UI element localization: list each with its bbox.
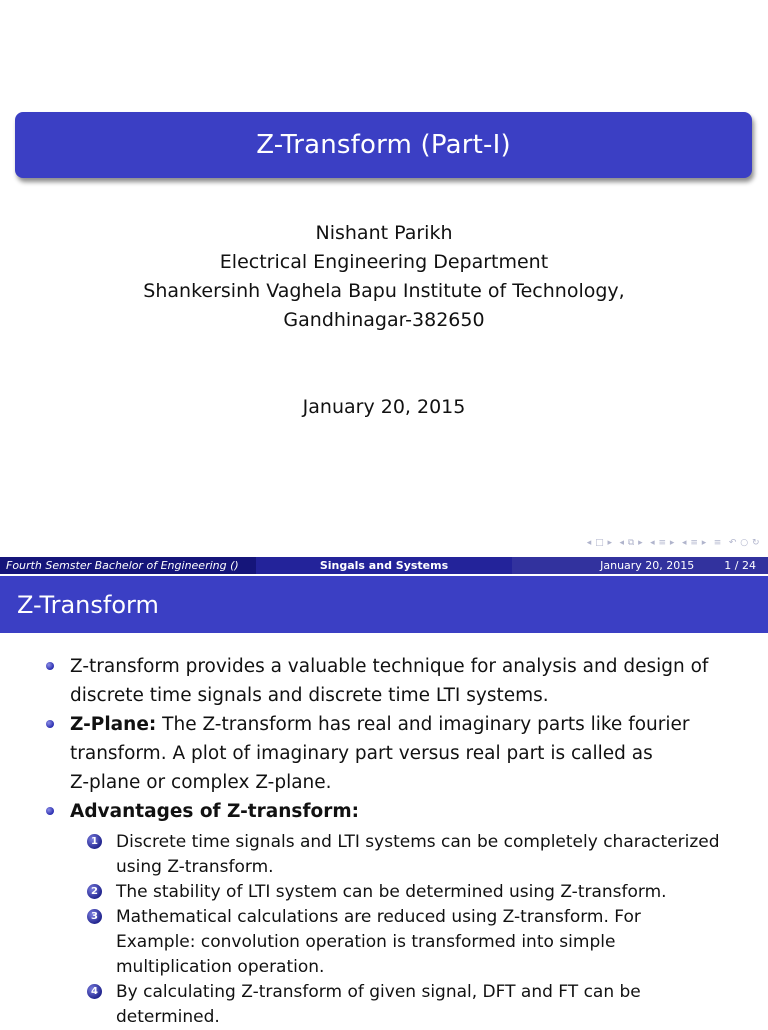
footer-course: Fourth Semster Bachelor of Engineering () bbox=[0, 557, 256, 574]
beamer-navigation bbox=[587, 538, 760, 548]
nav-search-icon[interactable]: ↶ ○ ↻ bbox=[728, 538, 760, 548]
department: Electrical Engineering Department bbox=[219, 251, 549, 273]
nav-frame-icon[interactable]: ◂ □ ▸ bbox=[586, 538, 613, 548]
slide-footer bbox=[0, 557, 768, 574]
author-name: Nishant Parikh bbox=[315, 222, 453, 244]
item-line: The stability of LTI system can be determined using Z-transform. bbox=[116, 882, 667, 902]
numbered-item bbox=[0, 980, 768, 1030]
number-badge: 2 bbox=[87, 884, 102, 899]
item-line: Example: convolution operation is transformed into simple bbox=[116, 932, 616, 952]
bullet-item bbox=[0, 652, 768, 710]
footer-date: January 20, 2015 bbox=[600, 559, 695, 572]
number-badge: 1 bbox=[87, 834, 102, 849]
bullet-icon bbox=[46, 807, 54, 815]
item-line: Discrete time signals and LTI systems can be completely characterized bbox=[116, 832, 720, 852]
bullet-line: Z-transform provides a valuable technique for analysis and design of bbox=[70, 656, 709, 677]
bullet-item bbox=[0, 710, 768, 797]
item-line: multiplication operation. bbox=[116, 957, 325, 977]
bullet-line: Z-plane or complex Z-plane. bbox=[70, 772, 332, 793]
bullet-line: discrete time signals and discrete time LTI systems. bbox=[70, 685, 549, 706]
bullet-icon bbox=[46, 662, 54, 670]
institute: Shankersinh Vaghela Bapu Institute of Technology, bbox=[143, 280, 625, 302]
item-line: Mathematical calculations are reduced using Z-transform. For bbox=[116, 907, 641, 927]
number-badge: 3 bbox=[87, 909, 102, 924]
frame-title: Z-Transform bbox=[17, 590, 159, 619]
title-banner bbox=[15, 112, 752, 178]
numbered-item bbox=[0, 830, 768, 880]
numbered-item bbox=[0, 880, 768, 905]
item-line: By calculating Z-transform of given signal, DFT and FT can be bbox=[116, 982, 641, 1002]
author-block bbox=[0, 219, 768, 335]
numbered-item bbox=[0, 905, 768, 980]
footer-page-number: 1 / 24 bbox=[724, 559, 756, 572]
footer-subject: Singals and Systems bbox=[256, 557, 512, 574]
number-badge: 4 bbox=[87, 984, 102, 999]
nav-toc-icon[interactable]: ≡ bbox=[713, 538, 722, 548]
bullet-line: The Z-transform has real and imaginary parts like fourier bbox=[162, 714, 690, 735]
bullet-item bbox=[0, 797, 768, 826]
nav-section-icon[interactable]: ◂ ≡ ▸ bbox=[650, 538, 675, 548]
bullet-line: transform. A plot of imaginary part versus real part is called as bbox=[70, 743, 653, 764]
presentation-date: January 20, 2015 bbox=[302, 396, 466, 418]
bullet-icon bbox=[46, 720, 54, 728]
nav-subsection-list-icon[interactable]: ◂ ≡ ▸ bbox=[681, 538, 707, 548]
city: Gandhinagar-382650 bbox=[283, 309, 485, 331]
bullet-line-group bbox=[70, 710, 738, 739]
z-plane-label: Z-Plane: bbox=[70, 714, 157, 735]
item-line: determined. bbox=[116, 1007, 220, 1027]
frame-title-bar bbox=[0, 576, 768, 633]
slide-content bbox=[0, 652, 768, 1030]
presentation-title: Z-Transform (Part-I) bbox=[256, 130, 511, 160]
advantages-heading: Advantages of Z-transform: bbox=[70, 801, 359, 822]
nav-subsection-icon[interactable]: ◂ ⧉ ▸ bbox=[619, 538, 644, 548]
item-line: using Z-transform. bbox=[116, 857, 274, 877]
footer-right bbox=[512, 557, 768, 574]
